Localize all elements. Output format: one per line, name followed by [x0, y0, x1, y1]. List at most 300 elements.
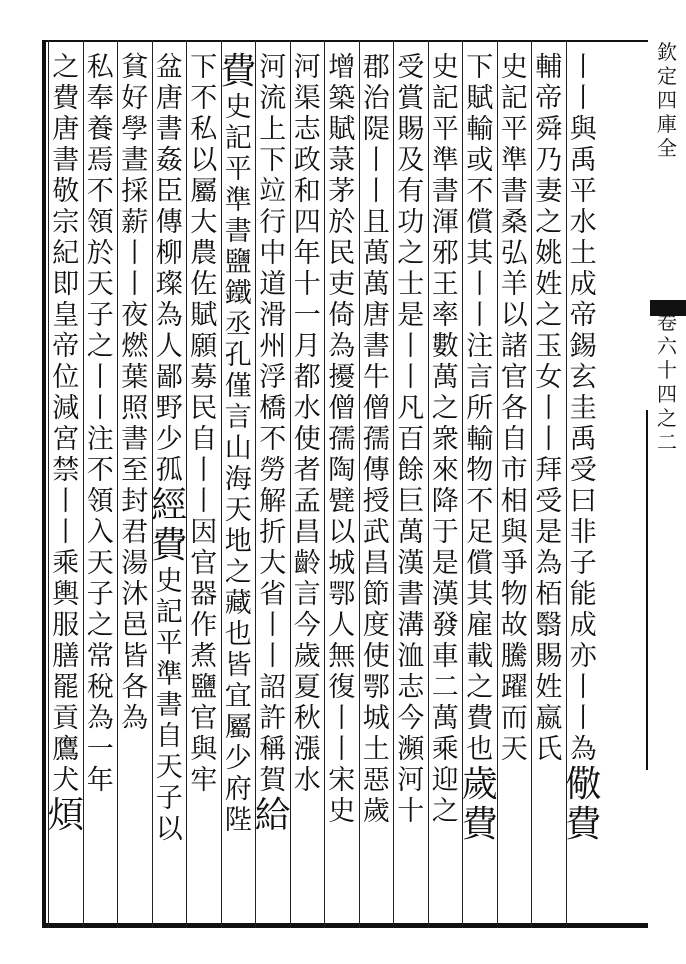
character: 湯	[121, 548, 149, 579]
character: 都	[293, 362, 321, 393]
character: 丨	[466, 300, 494, 331]
character: 書	[397, 579, 425, 610]
character: 封	[121, 486, 149, 517]
character: 書	[121, 424, 149, 455]
character: 齡	[293, 548, 321, 579]
character: 姓	[535, 672, 563, 703]
character: 橋	[259, 393, 287, 424]
character: 姦	[155, 145, 183, 176]
character: 歲	[293, 641, 321, 672]
character: 渠	[293, 83, 321, 114]
character: 水	[569, 207, 597, 238]
character: 書	[155, 114, 183, 145]
character: 載	[466, 641, 494, 672]
character: 下	[466, 52, 494, 83]
character: 晝	[121, 145, 149, 176]
character: 為	[155, 300, 183, 331]
character: 孟	[293, 486, 321, 517]
character: 者	[293, 455, 321, 486]
character: 傳	[362, 455, 390, 486]
text-column	[394, 52, 428, 908]
character: 葉	[121, 362, 149, 393]
character: 河	[397, 765, 425, 796]
character: 而	[500, 703, 528, 734]
character: 使	[362, 641, 390, 672]
character: 人	[155, 331, 183, 362]
character: 願	[190, 331, 218, 362]
character: 皇	[52, 300, 80, 331]
character: 為	[569, 734, 597, 765]
character: 唐	[52, 114, 80, 145]
character: 不	[466, 176, 494, 207]
character: 其	[466, 238, 494, 269]
character: 月	[293, 331, 321, 362]
character: 使	[293, 424, 321, 455]
character: 四	[293, 207, 321, 238]
text-segment	[188, 52, 220, 796]
character: 萬	[431, 703, 459, 734]
text-segment	[326, 52, 358, 827]
character: 禹	[569, 424, 597, 455]
character: 唐	[362, 300, 390, 331]
character: 爭	[500, 548, 528, 579]
character: 賀	[259, 765, 287, 796]
character: 孺	[328, 424, 356, 455]
character: 天	[86, 269, 114, 300]
character: 夜	[121, 300, 149, 331]
character: 城	[362, 703, 390, 734]
character: 為	[121, 703, 149, 734]
character: 弘	[500, 238, 528, 269]
character: 武	[362, 517, 390, 548]
character: 丨	[190, 455, 218, 486]
character: 言	[293, 579, 321, 610]
character: 受	[535, 486, 563, 517]
character: 於	[86, 238, 114, 269]
character: 為	[86, 703, 114, 734]
character: 陶	[328, 455, 356, 486]
character: 丨	[190, 486, 218, 517]
text-segment	[50, 52, 82, 796]
character: 茅	[328, 176, 356, 207]
character: 凡	[397, 393, 425, 424]
character: 以	[328, 517, 356, 548]
character: 海	[224, 464, 252, 495]
character: 貧	[121, 52, 149, 83]
character: 十	[293, 269, 321, 300]
character: 下	[190, 52, 218, 83]
character: 僧	[362, 393, 390, 424]
character: 發	[431, 610, 459, 641]
character: 曰	[569, 486, 597, 517]
margin-header-char: 欽	[657, 40, 677, 64]
character: 十	[397, 796, 425, 827]
character: 非	[569, 517, 597, 548]
headword	[460, 765, 500, 845]
character: 賦	[466, 83, 494, 114]
character: 及	[397, 145, 425, 176]
character: 年	[86, 765, 114, 796]
character: 度	[362, 610, 390, 641]
character: 丨	[569, 703, 597, 734]
character: 解	[259, 486, 287, 517]
character: 翳	[535, 610, 563, 641]
character: 漢	[431, 579, 459, 610]
text-column	[222, 52, 256, 908]
character: 輸	[466, 424, 494, 455]
character: 萬	[397, 517, 425, 548]
character: 官	[190, 703, 218, 734]
character: 流	[259, 83, 287, 114]
character: 平	[431, 114, 459, 145]
character: 昌	[293, 517, 321, 548]
character: 志	[397, 672, 425, 703]
text-segment	[84, 52, 116, 796]
character: 準	[431, 145, 459, 176]
text-column	[256, 52, 290, 908]
character: 丨	[569, 672, 597, 703]
character: 與	[190, 734, 218, 765]
character: 市	[500, 455, 528, 486]
character: 丨	[569, 83, 597, 114]
character: 詔	[259, 672, 287, 703]
text-column	[429, 52, 463, 908]
character: 平	[500, 114, 528, 145]
character: 稅	[86, 672, 114, 703]
character: 好	[121, 83, 149, 114]
character: 輔	[535, 52, 563, 83]
character: 衆	[431, 424, 459, 455]
character: 鄙	[155, 362, 183, 393]
character: 治	[362, 83, 390, 114]
character: 子	[86, 300, 114, 331]
character: 丨	[52, 517, 80, 548]
character: 諸	[500, 331, 528, 362]
character: 女	[535, 362, 563, 393]
character: 償	[466, 548, 494, 579]
character: 注	[86, 424, 114, 455]
character: 志	[293, 114, 321, 145]
character: 服	[52, 610, 80, 641]
margin-volume-label	[651, 310, 683, 454]
character: 盆	[155, 52, 183, 83]
character: 記	[155, 597, 183, 628]
character: 私	[86, 52, 114, 83]
character: 吏	[328, 269, 356, 300]
character: 城	[328, 548, 356, 579]
character: 敬	[52, 176, 80, 207]
character: 數	[431, 331, 459, 362]
character: 道	[259, 269, 287, 300]
character: 丨	[121, 238, 149, 269]
character: 費	[151, 525, 188, 566]
character: 之	[86, 610, 114, 641]
character: 書	[52, 145, 80, 176]
margin-volume-char: 四	[657, 382, 677, 406]
character: 因	[190, 517, 218, 548]
character: 賦	[190, 300, 218, 331]
character: 玉	[535, 331, 563, 362]
character: 大	[190, 207, 218, 238]
character: 養	[86, 114, 114, 145]
character: 不	[466, 486, 494, 517]
character: 是	[535, 517, 563, 548]
character: 今	[293, 610, 321, 641]
character: 言	[224, 402, 252, 433]
character: 邪	[431, 238, 459, 269]
character: 天	[155, 752, 183, 783]
character: 巨	[397, 486, 425, 517]
character: 漢	[397, 548, 425, 579]
character: 之	[86, 331, 114, 362]
character: 以	[190, 145, 218, 176]
character: 傳	[155, 207, 183, 238]
character: 今	[397, 703, 425, 734]
character: 史	[431, 52, 459, 83]
character: 郡	[362, 52, 390, 83]
character: 河	[259, 52, 287, 83]
character: 丨	[569, 52, 597, 83]
character: 丨	[535, 424, 563, 455]
character: 是	[431, 548, 459, 579]
text-column	[49, 52, 83, 908]
character: 邑	[121, 610, 149, 641]
text-column	[291, 52, 325, 908]
character: 渾	[431, 207, 459, 238]
character: 成	[569, 610, 597, 641]
headword	[46, 796, 86, 836]
text-column	[153, 52, 187, 908]
character: 水	[293, 765, 321, 796]
character: 滑	[259, 300, 287, 331]
character: 百	[397, 424, 425, 455]
character: 子	[569, 548, 597, 579]
character: 許	[259, 703, 287, 734]
character: 受	[569, 455, 597, 486]
character: 不	[259, 424, 287, 455]
character: 償	[466, 207, 494, 238]
character: 宮	[52, 424, 80, 455]
character: 節	[362, 579, 390, 610]
character: 屬	[190, 176, 218, 207]
character: 自	[500, 424, 528, 455]
character: 人	[328, 610, 356, 641]
character: 奉	[86, 83, 114, 114]
text-segment	[429, 52, 461, 827]
character: 官	[500, 362, 528, 393]
character: 無	[328, 641, 356, 672]
character: 洫	[397, 641, 425, 672]
character: 膳	[52, 641, 80, 672]
character: 與	[500, 517, 528, 548]
character: 沐	[121, 579, 149, 610]
character: 也	[224, 619, 252, 650]
character: 竝	[259, 176, 287, 207]
margin-volume-char: 六	[657, 334, 677, 358]
character: 僅	[224, 371, 252, 402]
character: 瀕	[397, 734, 425, 765]
character: 率	[431, 300, 459, 331]
character: 地	[224, 526, 252, 557]
character: 陛	[224, 805, 252, 836]
character: 甓	[328, 486, 356, 517]
character: 丨	[397, 362, 425, 393]
character: 平	[155, 628, 183, 659]
character: 牢	[190, 765, 218, 796]
text-segment	[498, 52, 530, 765]
character: 子	[86, 579, 114, 610]
character: 孤	[155, 455, 183, 486]
character: 二	[431, 672, 459, 703]
character: 天	[224, 495, 252, 526]
margin-volume-char: 之	[657, 406, 677, 430]
character: 和	[293, 176, 321, 207]
character: 折	[259, 517, 287, 548]
character: 功	[397, 207, 425, 238]
character: 丨	[397, 331, 425, 362]
character: 記	[431, 83, 459, 114]
character: 史	[328, 796, 356, 827]
character: 募	[190, 362, 218, 393]
character: 皆	[224, 650, 252, 681]
margin-header-char: 四	[657, 88, 677, 112]
character: 雇	[466, 610, 494, 641]
character: 拜	[535, 455, 563, 486]
text-column	[84, 52, 118, 908]
character: 丨	[52, 486, 80, 517]
character: 騰	[500, 641, 528, 672]
character: 其	[466, 579, 494, 610]
character: 君	[121, 517, 149, 548]
margin-header	[650, 40, 684, 454]
character: 之	[431, 796, 459, 827]
character: 有	[397, 176, 425, 207]
text-column	[567, 52, 601, 908]
character: 鹽	[190, 672, 218, 703]
character: 書	[224, 216, 252, 247]
character: 大	[259, 548, 287, 579]
character: 鷹	[52, 734, 80, 765]
character: 丞	[224, 309, 252, 340]
text-column	[463, 52, 497, 908]
character: 經	[151, 485, 188, 526]
character: 民	[328, 238, 356, 269]
text-segment	[360, 52, 392, 827]
character: 私	[190, 114, 218, 145]
character: 乃	[535, 145, 563, 176]
text-segment	[291, 52, 323, 796]
character: 士	[397, 269, 425, 300]
character: 丨	[259, 610, 287, 641]
character: 犬	[52, 765, 80, 796]
character: 夏	[293, 672, 321, 703]
character: 賜	[397, 114, 425, 145]
character: 以	[155, 814, 183, 845]
character: 丨	[535, 393, 563, 424]
margin-header-title	[651, 40, 683, 160]
character: 宋	[328, 765, 356, 796]
character: 故	[500, 610, 528, 641]
character: 鄂	[362, 672, 390, 703]
character: 之	[535, 207, 563, 238]
character: 藏	[224, 588, 252, 619]
character: 行	[259, 207, 287, 238]
character: 河	[293, 52, 321, 83]
character: 栢	[535, 579, 563, 610]
character: 賞	[397, 83, 425, 114]
text-segment	[464, 52, 496, 765]
character: 孔	[224, 340, 252, 371]
character: 給	[254, 795, 291, 836]
character: 圭	[569, 393, 597, 424]
character: 之	[535, 300, 563, 331]
character: 入	[86, 517, 114, 548]
margin-header-char: 定	[657, 64, 677, 88]
character: 薪	[121, 207, 149, 238]
character: 各	[500, 393, 528, 424]
character: 書	[362, 331, 390, 362]
character: 秋	[293, 703, 321, 734]
text-segment	[222, 92, 254, 836]
margin-volume-char: 二	[657, 430, 677, 454]
outer-border-line	[646, 410, 648, 770]
character: 增	[328, 52, 356, 83]
character: 史	[224, 92, 252, 123]
character: 乘	[52, 548, 80, 579]
character: 丨	[466, 269, 494, 300]
character: 浮	[259, 362, 287, 393]
character: 丨	[259, 641, 287, 672]
character: 之	[466, 672, 494, 703]
character: 也	[466, 734, 494, 765]
character: 孺	[362, 424, 390, 455]
character: 農	[190, 238, 218, 269]
character: 府	[224, 774, 252, 805]
character: 費	[220, 51, 257, 92]
character: 嬴	[535, 703, 563, 734]
character: 省	[259, 579, 287, 610]
character: 煮	[190, 641, 218, 672]
character: 減	[52, 393, 80, 424]
character: 受	[397, 52, 425, 83]
character: 領	[86, 486, 114, 517]
margin-header-char: 庫	[657, 112, 677, 136]
character: 史	[500, 52, 528, 83]
character: 書	[500, 176, 528, 207]
character: 且	[362, 207, 390, 238]
character: 野	[155, 393, 183, 424]
character: 禹	[569, 145, 597, 176]
character: 惡	[362, 765, 390, 796]
text-column	[532, 52, 566, 908]
margin-header-char: 全	[657, 136, 677, 160]
character: 築	[328, 83, 356, 114]
character: 復	[328, 672, 356, 703]
character: 柳	[155, 238, 183, 269]
character: 昌	[362, 548, 390, 579]
character: 倚	[328, 300, 356, 331]
character: 氏	[535, 734, 563, 765]
character: 於	[328, 207, 356, 238]
margin-volume-char: 卷	[657, 310, 677, 334]
character: 州	[259, 331, 287, 362]
text-column	[187, 52, 221, 908]
character: 書	[431, 176, 459, 207]
character: 常	[86, 641, 114, 672]
character: 桑	[500, 207, 528, 238]
character: 勞	[259, 455, 287, 486]
character: 位	[52, 362, 80, 393]
